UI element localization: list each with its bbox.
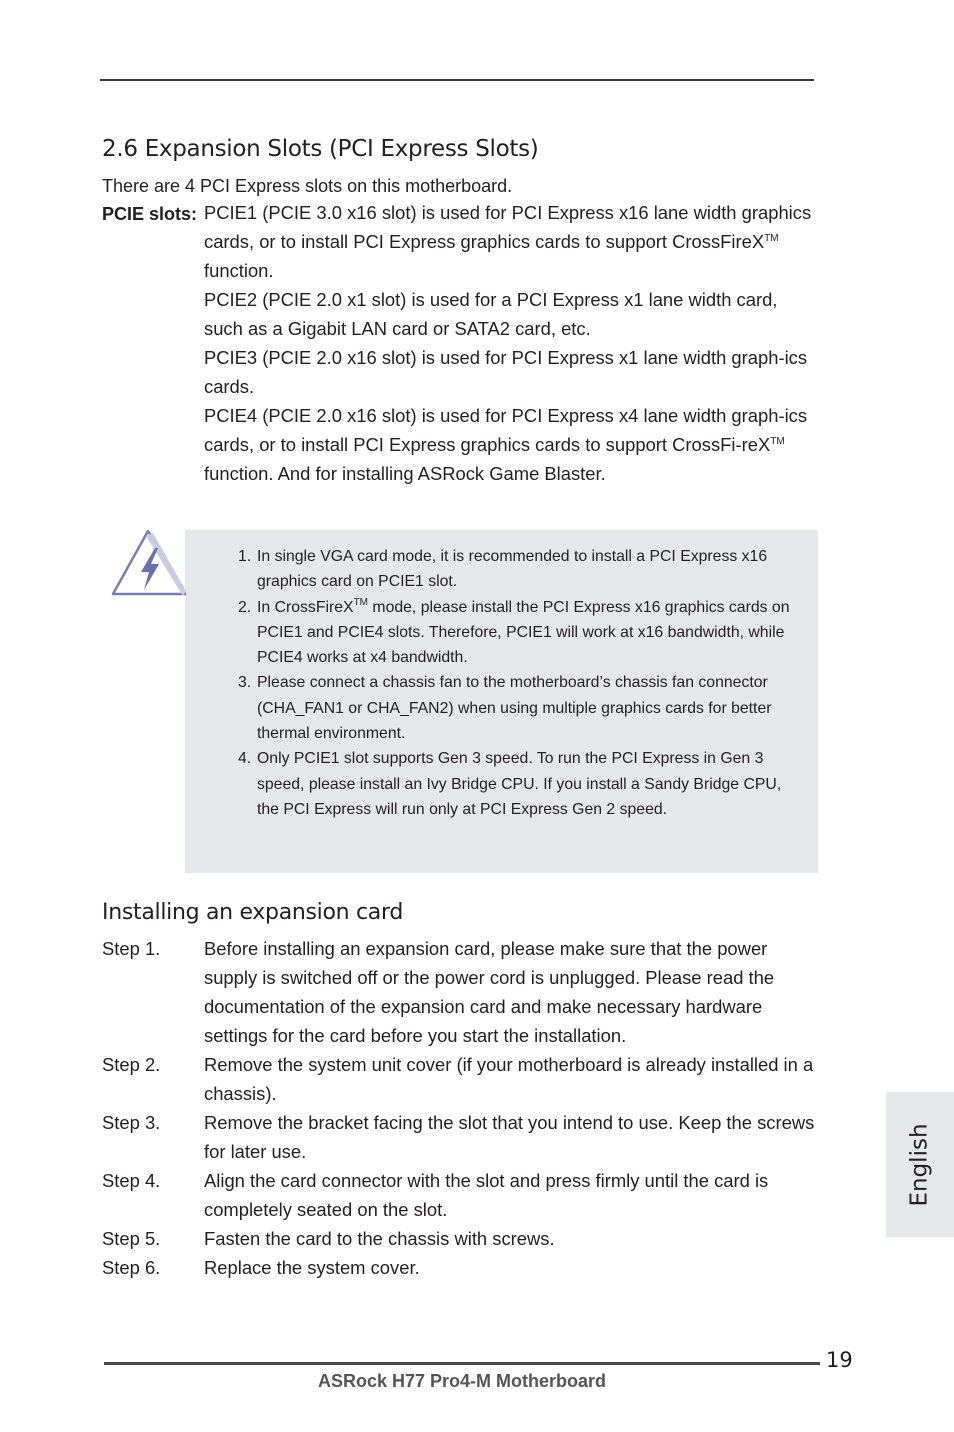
trademark-mark: TM (770, 436, 785, 447)
install-step: Step 2. Remove the system unit cover (if your motherboard is already installed in a chassis). (102, 1054, 814, 1104)
install-step: Step 6. Replace the system cover. (102, 1257, 420, 1278)
pcie-slots-descriptions (204, 198, 818, 488)
trademark-mark: TM (353, 596, 369, 608)
note-item: 3. Please connect a chassis fan to the motherboard’s chassis fan connector (CHA_FAN1 or CHA_FAN2) when using multiple graphics cards for better thermal environment. (238, 674, 772, 743)
note-item: 1. In single VGA card mode, it is recommended to install a PCI Express x16 graphics card on PCIE1 slot. (238, 548, 768, 591)
pcie-slots-label: PCIE slots: (102, 204, 198, 224)
trademark-mark: TM (764, 233, 779, 244)
pcie3-description: PCIE3 (PCIE 2.0 x16 slot) is used for PCI Express x1 lane width graph-ics cards. (204, 347, 808, 397)
section-title: 2.6 Expansion Slots (PCI Express Slots) (102, 136, 539, 162)
install-step: Step 3. Remove the bracket facing the slot that you intend to use. Keep the screws for later use. (102, 1112, 815, 1162)
note-item: 2. In CrossFireX™ mode, please install the PCI Express x16 graphics cards on PCIE1 and PCIE4 slots. Therefore, PCIE1 will work at x16 bandwidth, while PCIE4 works at x4 bandwidth. (238, 596, 790, 667)
section-intro: There are 4 PCI Express slots on this motherboard. (102, 176, 513, 196)
pcie4-description: PCIE4 (PCIE 2.0 x16 slot) is used for PCI Express x4 lane width graph-ics cards, or to install PCI Express graphics cards to support CrossFi-reX™ function. And for installing ASRock Game Blaster. (204, 405, 808, 484)
install-title: Installing an expansion card (102, 900, 403, 925)
install-step: Step 4. Align the card connector with the slot and press firmly until the card is completely seated on the slot. (102, 1170, 769, 1220)
warning-lightning-icon (111, 528, 187, 598)
notes-list (236, 544, 796, 822)
install-steps (102, 934, 818, 1282)
note-item: 4. Only PCIE1 slot supports Gen 3 speed. To run the PCI Express in Gen 3 speed, please install an Ivy Bridge CPU. If you install a Sandy Bridge CPU, the PCI Express will run only at PCI Express Gen 2 speed. (238, 750, 782, 818)
install-step: Step 5. Fasten the card to the chassis with screws. (102, 1228, 555, 1249)
top-rule (100, 79, 814, 81)
bottom-rule (104, 1362, 820, 1365)
pcie1-description: PCIE1 (PCIE 3.0 x16 slot) is used for PCI Express x16 lane width graphics cards, or to install PCI Express graphics cards to support CrossFireX™ function. (204, 202, 812, 281)
install-step: Step 1. Before installing an expansion card, please make sure that the power supply is switched off or the power cord is unplugged. Please read the documentation of the expansion card and make necessary hardware settings for the card before you start the installation. (102, 938, 775, 1046)
footer-product-name: ASRock H77 Pro4-M Motherboard (317, 1371, 607, 1391)
page-number: 19 (826, 1348, 853, 1372)
language-tab-label: English (907, 1122, 933, 1207)
pcie2-description: PCIE2 (PCIE 2.0 x1 slot) is used for a PCI Express x1 lane width card, such as a Gigabit LAN card or SATA2 card, etc. (204, 289, 778, 339)
